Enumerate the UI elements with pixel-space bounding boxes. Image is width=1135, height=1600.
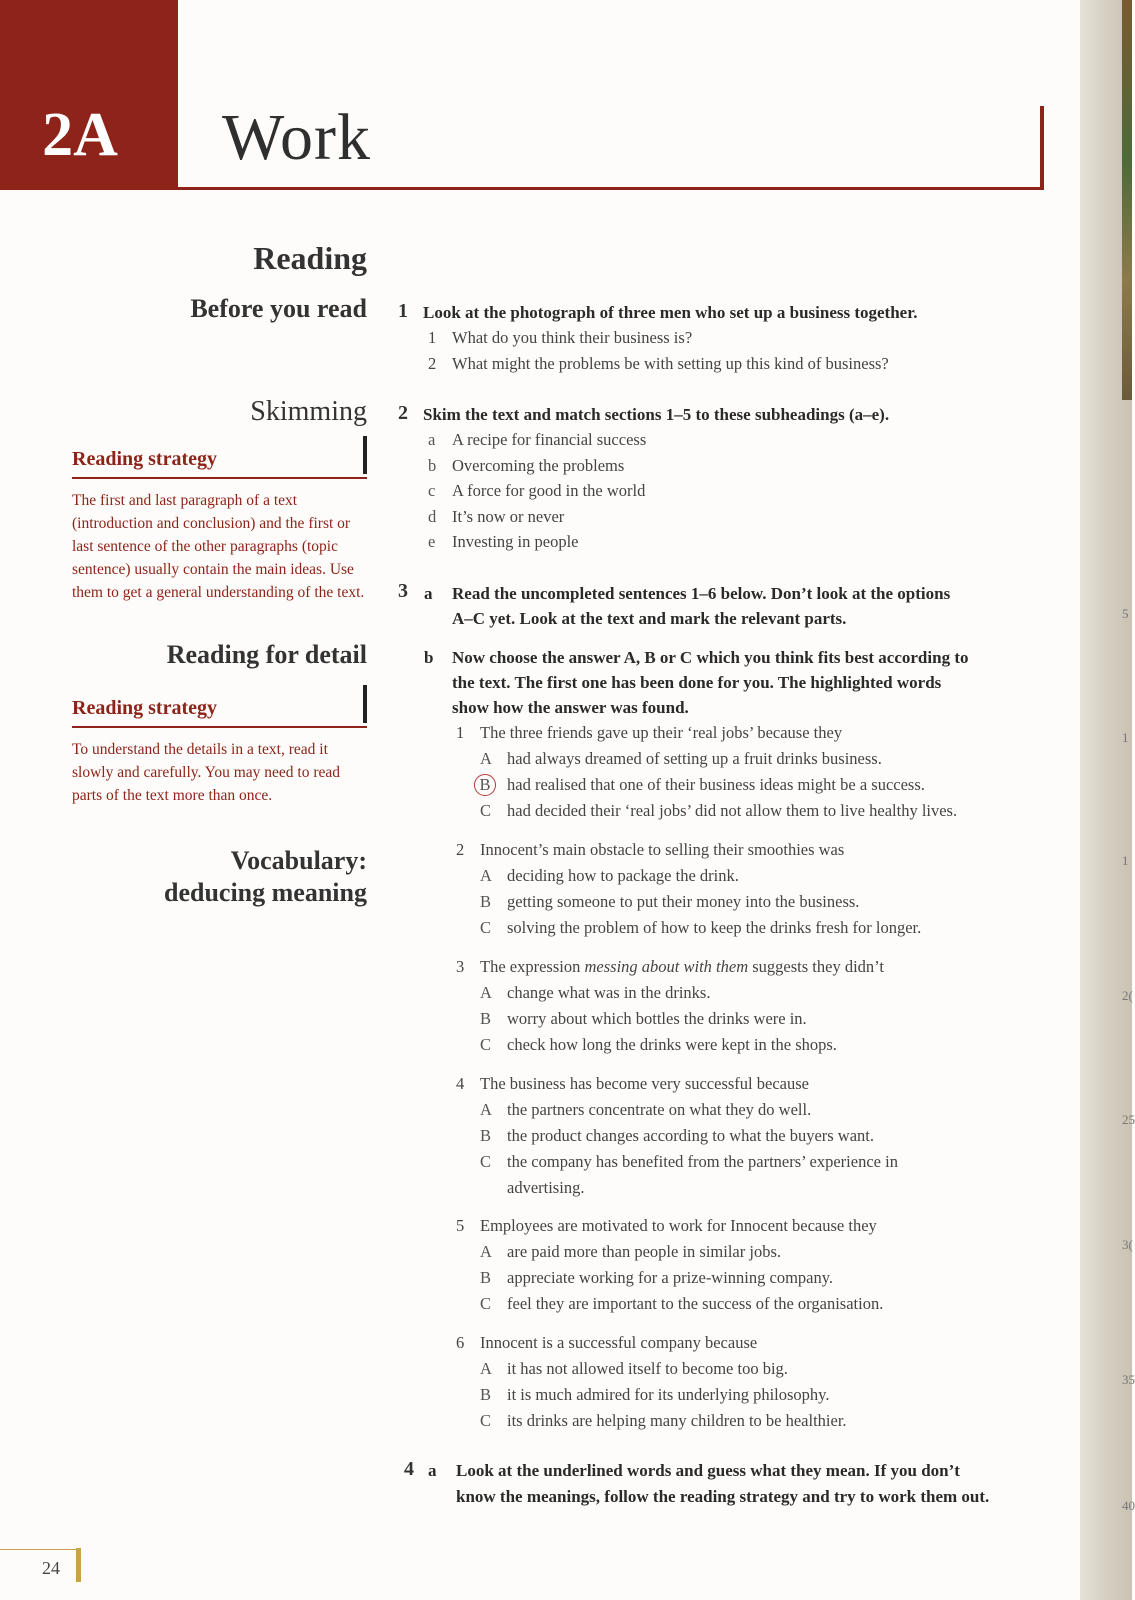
option-label: A [480, 1359, 492, 1378]
line-number: 1 [1122, 730, 1129, 745]
item-label: a [428, 430, 436, 449]
item-label: 2 [428, 354, 437, 373]
question-text: A–C yet. Look at the text and mark the relevant parts. [452, 609, 847, 628]
item-label: 1 [428, 328, 437, 347]
question-text: know the meanings, follow the reading strategy and try to work them out. [456, 1487, 990, 1506]
mc-stem: Innocent’s main obstacle to selling their smoothies was [480, 840, 845, 859]
page-number-bar [76, 1548, 81, 1582]
option-label: C [480, 1152, 492, 1171]
question-text: Now choose the answer A, B or C which you think fits best according to [452, 648, 969, 667]
option-text: the partners concentrate on what they do well. [507, 1100, 812, 1119]
line-number: 2( [1122, 988, 1133, 1003]
question-text: show how the answer was found. [452, 698, 689, 717]
option-label: C [480, 918, 492, 937]
item-label: b [428, 456, 437, 475]
option-label: B [480, 1385, 492, 1404]
sub-label: a [424, 584, 433, 603]
question-text: the text. The first one has been done for you. The highlighted words [452, 673, 942, 692]
option-text: it is much admired for its underlying philosophy. [507, 1385, 830, 1404]
option-text: feel they are important to the success of the organisation. [507, 1294, 884, 1313]
question-number: 2 [398, 402, 408, 424]
mc-number: 1 [456, 723, 465, 742]
option-label: A [480, 983, 492, 1002]
subheading-skimming: Skimming [250, 396, 367, 427]
strategy-text: To understand the details in a text, read it slowly and carefully. You may need to read parts of the text more than once. [72, 741, 341, 804]
sub-label: b [424, 648, 434, 667]
option-text: advertising. [507, 1178, 585, 1197]
option-label: A [480, 866, 492, 885]
item-text: A recipe for financial success [452, 430, 647, 449]
option-text: had always dreamed of setting up a fruit drinks business. [507, 749, 882, 768]
option-label: B [480, 1009, 492, 1028]
option-text: the company has benefited from the partners’ experience in [507, 1152, 898, 1171]
option-label: C [480, 1035, 492, 1054]
reading-strategy-box [72, 448, 367, 604]
mc-number: 5 [456, 1216, 465, 1235]
question-number: 3 [398, 580, 408, 602]
line-number: 5 [1122, 606, 1129, 621]
option-text: worry about which bottles the drinks were in. [507, 1009, 807, 1028]
line-number: 35 [1122, 1372, 1135, 1387]
option-text: check how long the drinks were kept in the shops. [507, 1035, 837, 1054]
page-number: 24 [42, 1558, 60, 1578]
option-label: A [480, 1242, 492, 1261]
option-text: change what was in the drinks. [507, 983, 711, 1002]
mc-stem: The business has become very successful because [480, 1074, 809, 1093]
subheading-vocabulary: Vocabulary: [230, 846, 367, 875]
mc-stem: The three friends gave up their ‘real jobs’ because they [480, 723, 843, 742]
strategy-title: Reading strategy [72, 697, 367, 728]
footer-rule [0, 1549, 80, 1550]
subheading-reading-for-detail: Reading for detail [166, 640, 367, 669]
option-text: getting someone to put their money into the business. [507, 892, 860, 911]
photo-edge [1122, 0, 1132, 400]
line-number: 1 [1122, 853, 1129, 868]
item-text: Overcoming the problems [452, 456, 625, 475]
question-text: Look at the underlined words and guess what they mean. If you don’t [456, 1461, 960, 1480]
option-text: the product changes according to what the buyers want. [507, 1126, 875, 1145]
option-text: appreciate working for a prize-winning company. [507, 1268, 834, 1287]
sub-label: a [428, 1461, 437, 1480]
title-rule [178, 187, 1044, 190]
option-text: solving the problem of how to keep the drinks fresh for longer. [507, 918, 922, 937]
mc-number: 3 [456, 957, 465, 976]
question-number: 1 [398, 300, 408, 322]
reading-strategy-box [72, 697, 367, 807]
section-heading-reading: Reading [253, 240, 367, 276]
strategy-title: Reading strategy [72, 448, 367, 479]
option-text: its drinks are helping many children to be healthier. [507, 1411, 847, 1430]
option-text: had decided their ‘real jobs’ did not allow them to live healthy lives. [507, 801, 958, 820]
mc-stem: The expression messing about with them suggests they didn’t [480, 957, 884, 976]
item-text: Investing in people [452, 532, 579, 551]
mc-number: 6 [456, 1333, 465, 1352]
subheading-before-you-read: Before you read [190, 294, 367, 323]
question-number: 4 [404, 1458, 414, 1480]
mc-number: 4 [456, 1074, 465, 1093]
option-label: B [480, 1126, 492, 1145]
option-text: deciding how to package the drink. [507, 866, 739, 885]
option-label: C [480, 1294, 492, 1313]
option-label: B [480, 1268, 492, 1287]
option-label: A [480, 749, 492, 768]
item-label: e [428, 532, 436, 551]
option-label: A [480, 1100, 492, 1119]
subheading-deducing-meaning: deducing meaning [164, 878, 367, 907]
option-text: had realised that one of their business ideas might be a success. [507, 775, 925, 794]
option-label-circled: B [478, 774, 496, 796]
unit-number: 2A [42, 101, 118, 169]
mc-stem: Innocent is a successful company because [480, 1333, 758, 1352]
option-label: B [480, 892, 492, 911]
question-text: Skim the text and match sections 1–5 to these subheadings (a–e). [423, 405, 890, 424]
item-text: What might the problems be with setting up this kind of business? [452, 354, 889, 373]
item-label: d [428, 507, 437, 526]
option-text: are paid more than people in similar jobs. [507, 1242, 782, 1261]
page-title: Work [222, 101, 371, 174]
line-number: 40 [1122, 1498, 1135, 1513]
question-text: Read the uncompleted sentences 1–6 below. Don’t look at the options [452, 584, 951, 603]
item-text: What do you think their business is? [452, 328, 693, 347]
strategy-text: The first and last paragraph of a text (introduction and conclusion) and the first or last sentence of the other paragraphs (topic sentence) usually contain the main ideas. Use them to get a general understanding of the text. [72, 492, 365, 601]
line-number: 3( [1122, 1237, 1133, 1252]
option-text: it has not allowed itself to become too big. [507, 1359, 788, 1378]
question-text: Look at the photograph of three men who set up a business together. [423, 303, 918, 322]
item-label: c [428, 481, 436, 500]
line-number: 25 [1122, 1112, 1135, 1127]
mc-number: 2 [456, 840, 465, 859]
option-label: C [480, 1411, 492, 1430]
mc-stem: Employees are motivated to work for Innocent because they [480, 1216, 877, 1235]
option-label: C [480, 801, 492, 820]
title-rule-end [1040, 106, 1044, 190]
item-text: It’s now or never [452, 507, 565, 526]
item-text: A force for good in the world [452, 481, 646, 500]
